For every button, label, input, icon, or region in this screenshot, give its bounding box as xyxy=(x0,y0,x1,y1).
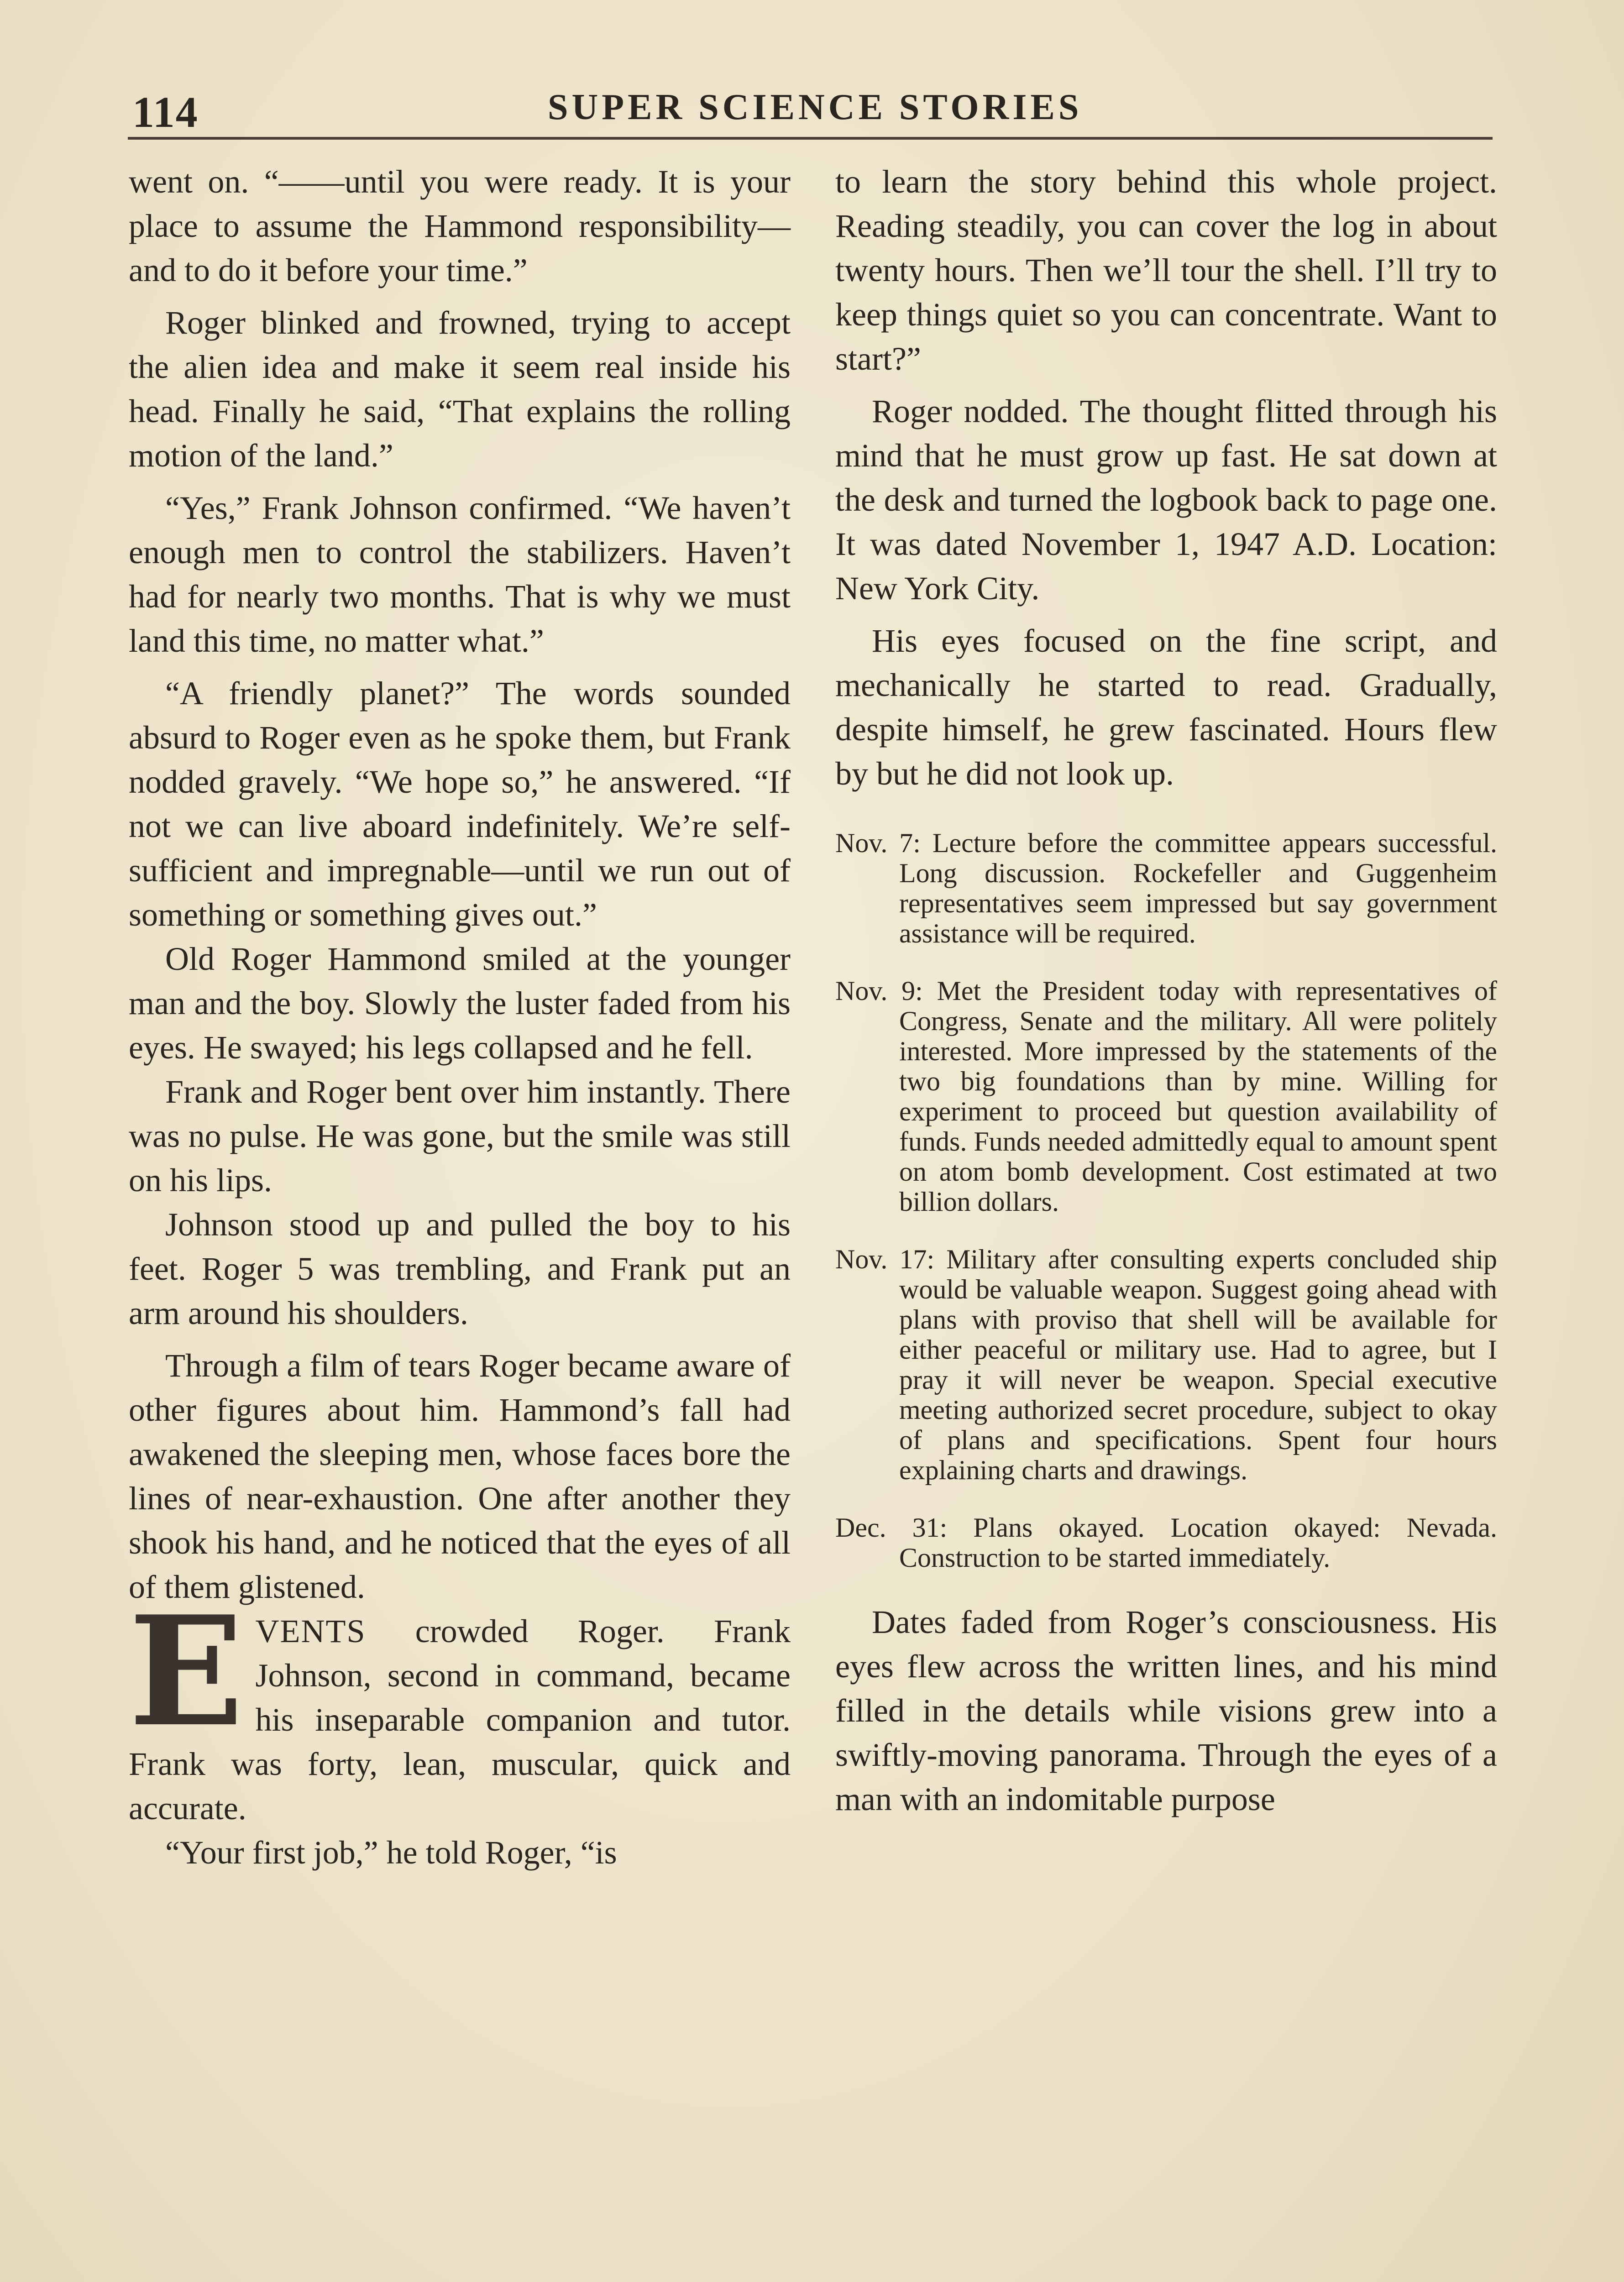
log-entry: Nov. 7: Lecture before the committee appears successful. Long discussion. Rockefeller and Guggenheim representatives seem impressed but say government assistance will be required. xyxy=(835,828,1497,948)
paragraph: to learn the story behind this whole project. Reading steadily, you can cover the log in about twenty hours. Then we’ll tour the shell. I’ll try to keep things quiet so you can concentrate. Want to start?” xyxy=(835,163,1497,377)
paragraph: Dates faded from Roger’s consciousness. His eyes flew across the written lines, and his mind filled in the details while visions grew into a swiftly-moving panorama. Through the eyes of a man with an indomitable purpose xyxy=(835,1604,1497,1817)
paragraph: His eyes focused on the fine script, and mechanically he started to read. Gradually, despite himself, he grew fascinated. Hours flew by but he did not look up. xyxy=(835,623,1497,792)
right-column xyxy=(835,160,1497,1821)
page-number: 114 xyxy=(132,88,199,136)
paragraph: Roger nodded. The thought flitted through his mind that he must grow up fast. He sat down at the desk and turned the logbook back to page one. It was dated November 1, 1947 A.D. Location: New York City. xyxy=(835,393,1497,607)
page-header xyxy=(128,87,1497,141)
paragraph: “Yes,” Frank Johnson confirmed. “We haven’t enough men to control the stabilizers. Haven’t had for nearly two months. That is why we must land this time, no matter what.” xyxy=(129,490,791,659)
paragraph: Old Roger Hammond smiled at the younger man and the boy. Slowly the luster faded from his eyes. He swayed; his legs collapsed and he fell. xyxy=(129,941,791,1066)
paragraph: Through a film of tears Roger became aware of other figures about him. Hammond’s fall had awakened the sleeping men, whose faces bore the lines of near-exhaustion. One after another they shook his hand, and he noticed that the eyes of all of them glistened. xyxy=(129,1347,791,1605)
paragraph: went on. “——until you were ready. It is your place to assume the Hammond responsibility—and to do it before your time.” xyxy=(129,163,791,288)
paragraph: “Your first job,” he told Roger, “is xyxy=(165,1834,617,1871)
paragraph: Johnson stood up and pulled the boy to his feet. Roger 5 was trembling, and Frank put an arm around his shoulders. xyxy=(129,1206,791,1331)
paragraph: Frank and Roger bent over him instantly. There was no pulse. He was gone, but the smile was still on his lips. xyxy=(129,1073,791,1199)
left-column xyxy=(129,160,791,1875)
dropcap-paragraph xyxy=(129,1583,791,1831)
dropcap-text: crowded Roger. Frank Johnson, second in command, became his inseparable companion and tutor. Frank was forty, lean, muscular, quick and accurate. xyxy=(129,1613,791,1827)
log-entry: Dec. 31: Plans okayed. Location okayed: Nevada. Construction to be started immediately. xyxy=(835,1513,1497,1573)
running-head: SUPER SCIENCE STORIES xyxy=(548,87,1083,127)
dropcap-smallcaps: VENTS xyxy=(255,1613,366,1649)
log-entry: Nov. 9: Met the President today with representatives of Congress, Senate and the military. All were politely interested. More impressed by the statements of the two big foundations than by mine. Willing for experiment to proceed but question availability of funds. Funds needed admittedly equal to amount spent on atom bomb development. Cost estimated at two billion dollars. xyxy=(835,976,1497,1217)
header-rule xyxy=(128,137,1493,140)
paragraph: Roger blinked and frowned, trying to accept the alien idea and make it seem real inside his head. Finally he said, “That explains the rolling motion of the land.” xyxy=(129,304,791,474)
log-entries xyxy=(835,828,1497,1573)
log-entry: Nov. 17: Military after consulting experts concluded ship would be valuable weapon. Suggest going ahead with plans with proviso that shell will be available for either peaceful or military use. Had to agree, but I pray it will never be weapon. Special executive meeting authorized secret procedure, subject to okay of plans and specifications. Spent four hours explaining charts and drawings. xyxy=(835,1244,1497,1485)
paragraph: “A friendly planet?” The words sounded absurd to Roger even as he spoke them, but Frank nodded gravely. “We hope so,” he answered. “If not we can live aboard indefinitely. We’re self-sufficient and impregnable—until we run out of something or something gives out.” xyxy=(129,675,791,933)
drop-cap: E xyxy=(129,1583,244,1760)
